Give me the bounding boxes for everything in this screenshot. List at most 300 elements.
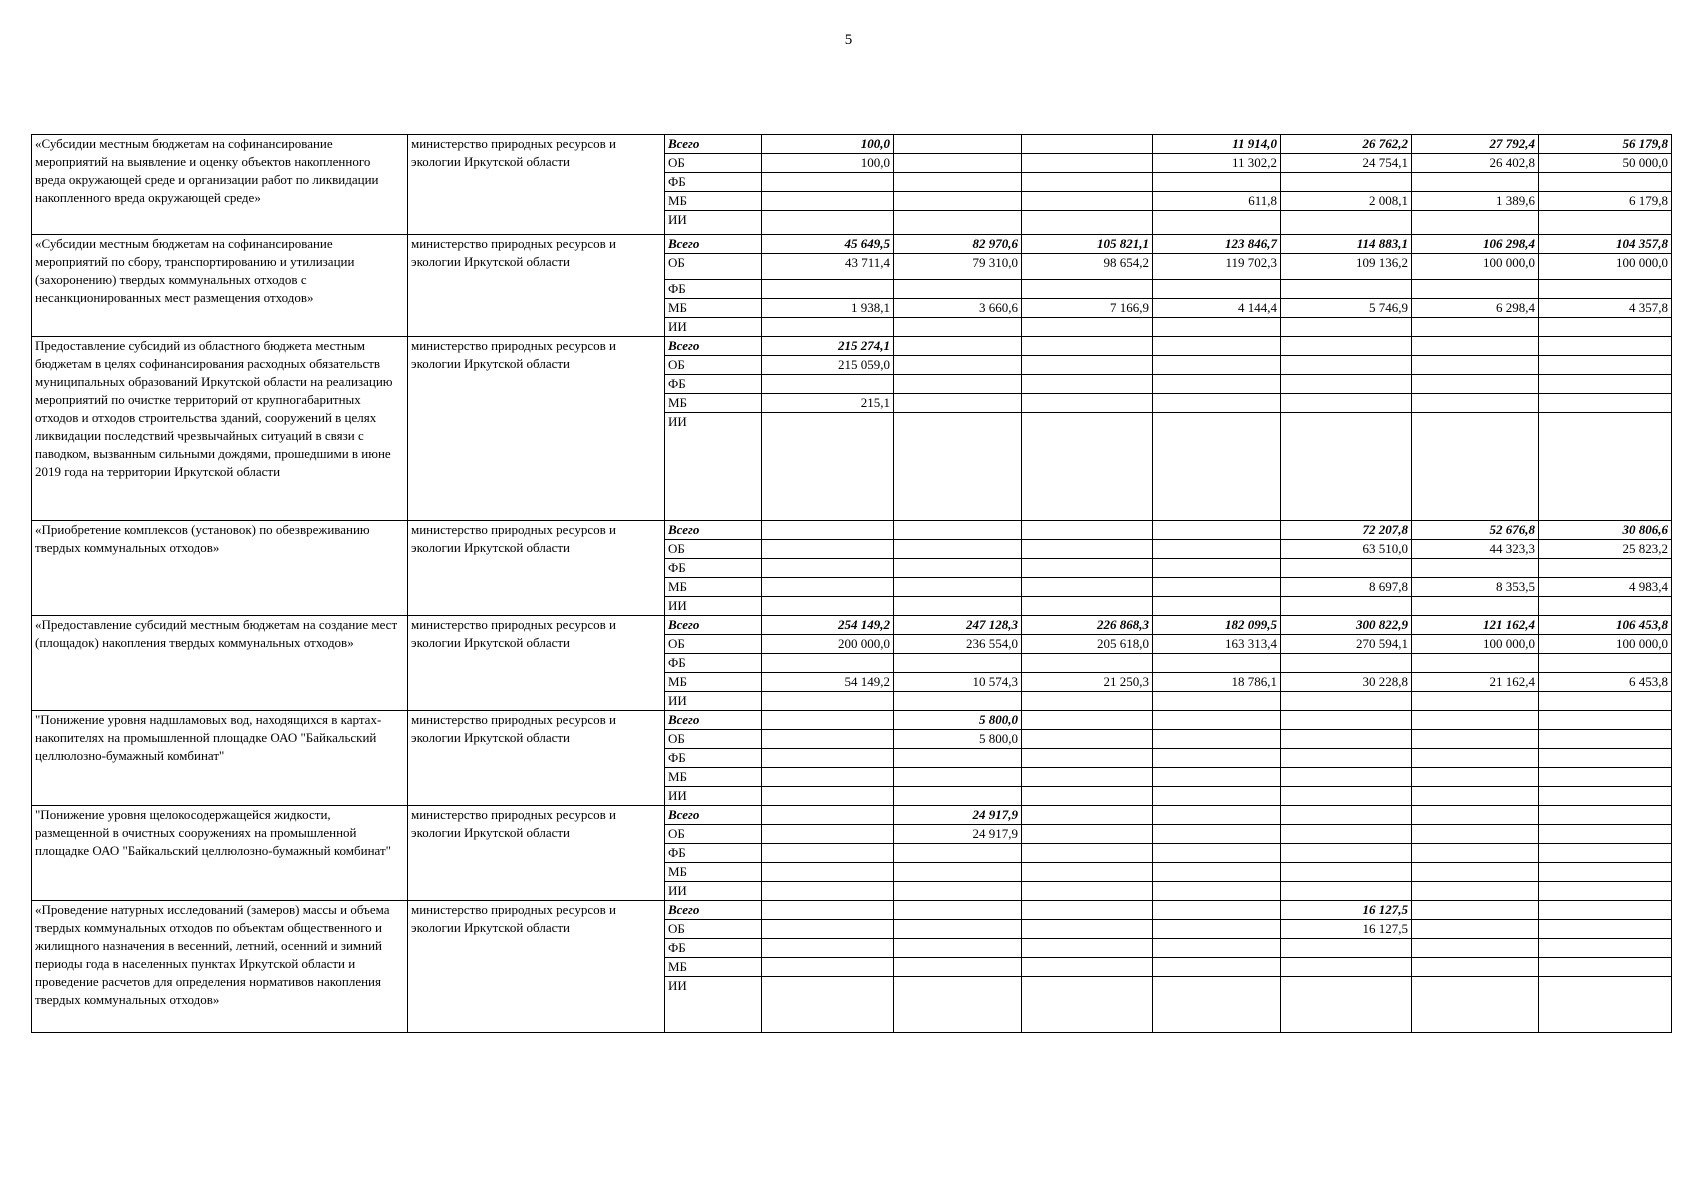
funding-source-label: МБ [665, 394, 762, 413]
responsible-organization: министерство природных ресурсов и экологии Иркутской области [408, 337, 665, 521]
funding-source-label: МБ [665, 863, 762, 882]
amount-cell: 30 228,8 [1281, 673, 1412, 692]
amount-cell [1022, 901, 1153, 920]
amount-cell [1022, 211, 1153, 235]
amount-cell [894, 768, 1022, 787]
amount-cell [762, 280, 894, 299]
amount-cell [894, 521, 1022, 540]
amount-cell: 100 000,0 [1412, 254, 1539, 280]
amount-cell [1412, 692, 1539, 711]
amount-cell: 1 389,6 [1412, 192, 1539, 211]
amount-cell [762, 977, 894, 1033]
funding-source-label: Всего [665, 616, 762, 635]
amount-cell: 11 914,0 [1153, 135, 1281, 154]
amount-cell [894, 692, 1022, 711]
amount-cell: 82 970,6 [894, 235, 1022, 254]
amount-cell [1412, 559, 1539, 578]
amount-cell: 5 746,9 [1281, 299, 1412, 318]
amount-cell [1539, 280, 1672, 299]
funding-source-label: МБ [665, 768, 762, 787]
amount-cell [1412, 375, 1539, 394]
amount-cell: 123 846,7 [1153, 235, 1281, 254]
amount-cell: 105 821,1 [1022, 235, 1153, 254]
amount-cell [1539, 654, 1672, 673]
amount-cell: 4 357,8 [1539, 299, 1672, 318]
amount-cell [894, 318, 1022, 337]
amount-cell [1153, 173, 1281, 192]
funding-source-label: Всего [665, 901, 762, 920]
amount-cell [894, 939, 1022, 958]
amount-cell: 72 207,8 [1281, 521, 1412, 540]
amount-cell [1022, 578, 1153, 597]
funding-source-label: ОБ [665, 254, 762, 280]
amount-cell: 56 179,8 [1539, 135, 1672, 154]
amount-cell [894, 882, 1022, 901]
amount-cell [1153, 578, 1281, 597]
amount-cell [894, 337, 1022, 356]
amount-cell [894, 578, 1022, 597]
amount-cell [1153, 958, 1281, 977]
amount-cell [894, 356, 1022, 375]
amount-cell [1412, 920, 1539, 939]
amount-cell [894, 654, 1022, 673]
amount-cell [762, 375, 894, 394]
funding-source-label: ФБ [665, 654, 762, 673]
amount-cell [1412, 413, 1539, 521]
amount-cell [1539, 711, 1672, 730]
amount-cell [1412, 337, 1539, 356]
amount-cell [1539, 211, 1672, 235]
amount-cell: 11 302,2 [1153, 154, 1281, 173]
amount-cell [1281, 806, 1412, 825]
amount-cell: 4 144,4 [1153, 299, 1281, 318]
amount-cell [1022, 413, 1153, 521]
amount-cell [1022, 939, 1153, 958]
amount-cell [762, 318, 894, 337]
amount-cell: 215 059,0 [762, 356, 894, 375]
amount-cell [1153, 692, 1281, 711]
amount-cell [1539, 806, 1672, 825]
funding-source-label: МБ [665, 192, 762, 211]
table-row [32, 711, 1672, 730]
amount-cell [1281, 749, 1412, 768]
amount-cell: 24 917,9 [894, 806, 1022, 825]
amount-cell [762, 749, 894, 768]
amount-cell: 163 313,4 [1153, 635, 1281, 654]
amount-cell [762, 521, 894, 540]
responsible-organization: министерство природных ресурсов и экологии Иркутской области [408, 235, 665, 337]
amount-cell: 1 938,1 [762, 299, 894, 318]
amount-cell [1153, 806, 1281, 825]
amount-cell: 7 166,9 [1022, 299, 1153, 318]
amount-cell [1539, 730, 1672, 749]
amount-cell [1281, 356, 1412, 375]
amount-cell [1539, 413, 1672, 521]
amount-cell [1281, 654, 1412, 673]
amount-cell [1153, 768, 1281, 787]
amount-cell: 109 136,2 [1281, 254, 1412, 280]
funding-source-label: Всего [665, 711, 762, 730]
amount-cell [1539, 318, 1672, 337]
responsible-organization: министерство природных ресурсов и экологии Иркутской области [408, 616, 665, 711]
amount-cell: 6 298,4 [1412, 299, 1539, 318]
amount-cell [1022, 540, 1153, 559]
funding-source-label: ФБ [665, 939, 762, 958]
amount-cell [762, 192, 894, 211]
amount-cell [1153, 375, 1281, 394]
amount-cell [1022, 730, 1153, 749]
amount-cell [1153, 413, 1281, 521]
amount-cell [1539, 939, 1672, 958]
amount-cell [1281, 394, 1412, 413]
amount-cell [762, 578, 894, 597]
amount-cell: 226 868,3 [1022, 616, 1153, 635]
funding-source-label: Всего [665, 806, 762, 825]
amount-cell [1539, 863, 1672, 882]
amount-cell [1539, 337, 1672, 356]
amount-cell [1022, 844, 1153, 863]
amount-cell: 26 402,8 [1412, 154, 1539, 173]
measure-title: "Понижение уровня щелокосодержащейся жидкости, размещенной в очистных сооружениях на промышленной площадке ОАО "Байкальский целлюлозно-бумажный комбинат" [32, 806, 408, 901]
amount-cell [1022, 692, 1153, 711]
amount-cell [1281, 280, 1412, 299]
amount-cell [1153, 318, 1281, 337]
amount-cell [1281, 939, 1412, 958]
amount-cell [1022, 806, 1153, 825]
amount-cell [1412, 901, 1539, 920]
amount-cell: 100,0 [762, 135, 894, 154]
funding-source-label: ОБ [665, 825, 762, 844]
amount-cell [894, 413, 1022, 521]
amount-cell [1412, 749, 1539, 768]
funding-source-label: МБ [665, 578, 762, 597]
amount-cell: 6 453,8 [1539, 673, 1672, 692]
funding-source-label: ИИ [665, 977, 762, 1033]
amount-cell [1153, 863, 1281, 882]
amount-cell [1539, 901, 1672, 920]
amount-cell: 79 310,0 [894, 254, 1022, 280]
funding-source-label: ФБ [665, 280, 762, 299]
amount-cell [894, 211, 1022, 235]
funding-source-label: ОБ [665, 540, 762, 559]
amount-cell: 24 754,1 [1281, 154, 1412, 173]
table-row [32, 806, 1672, 825]
amount-cell: 106 453,8 [1539, 616, 1672, 635]
amount-cell [1539, 977, 1672, 1033]
amount-cell: 8 697,8 [1281, 578, 1412, 597]
amount-cell [762, 654, 894, 673]
amount-cell [1281, 597, 1412, 616]
amount-cell [762, 958, 894, 977]
amount-cell [894, 977, 1022, 1033]
amount-cell [1022, 597, 1153, 616]
amount-cell [762, 413, 894, 521]
amount-cell [1022, 920, 1153, 939]
table-row [32, 901, 1672, 920]
funding-source-label: ИИ [665, 787, 762, 806]
amount-cell: 21 250,3 [1022, 673, 1153, 692]
amount-cell: 114 883,1 [1281, 235, 1412, 254]
amount-cell [894, 749, 1022, 768]
amount-cell [894, 844, 1022, 863]
amount-cell: 6 179,8 [1539, 192, 1672, 211]
amount-cell: 44 323,3 [1412, 540, 1539, 559]
amount-cell [1022, 375, 1153, 394]
funding-source-label: МБ [665, 673, 762, 692]
amount-cell: 25 823,2 [1539, 540, 1672, 559]
amount-cell [1539, 597, 1672, 616]
funding-source-label: ИИ [665, 318, 762, 337]
amount-cell [1022, 559, 1153, 578]
amount-cell [762, 939, 894, 958]
amount-cell [1022, 863, 1153, 882]
amount-cell [1022, 977, 1153, 1033]
amount-cell: 16 127,5 [1281, 920, 1412, 939]
amount-cell [762, 806, 894, 825]
amount-cell [1281, 413, 1412, 521]
funding-source-label: ФБ [665, 375, 762, 394]
funding-source-label: Всего [665, 135, 762, 154]
table-row [32, 235, 1672, 254]
amount-cell [762, 768, 894, 787]
amount-cell [1153, 521, 1281, 540]
amount-cell [1281, 882, 1412, 901]
amount-cell [894, 173, 1022, 192]
amount-cell [894, 787, 1022, 806]
amount-cell [762, 711, 894, 730]
amount-cell: 26 762,2 [1281, 135, 1412, 154]
funding-source-label: ФБ [665, 844, 762, 863]
table-row [32, 135, 1672, 154]
responsible-organization: министерство природных ресурсов и экологии Иркутской области [408, 711, 665, 806]
amount-cell: 45 649,5 [762, 235, 894, 254]
amount-cell [1022, 958, 1153, 977]
amount-cell: 3 660,6 [894, 299, 1022, 318]
amount-cell [894, 920, 1022, 939]
amount-cell [1022, 768, 1153, 787]
amount-cell [1412, 844, 1539, 863]
amount-cell [1412, 977, 1539, 1033]
amount-cell [762, 787, 894, 806]
measure-title: «Проведение натурных исследований (замеров) массы и объема твердых коммунальных отходов по объектам общественного и жилищного назначения в весенний, летний, осенний и зимний периоды года в населенных пунктах Иркутской области и проведение расчетов для определения нормативов накопления твердых коммунальных отходов» [32, 901, 408, 1033]
amount-cell [762, 559, 894, 578]
amount-cell [1412, 806, 1539, 825]
amount-cell [1153, 559, 1281, 578]
funding-source-label: ОБ [665, 920, 762, 939]
amount-cell: 121 162,4 [1412, 616, 1539, 635]
budget-table [31, 134, 1672, 1033]
amount-cell [1022, 318, 1153, 337]
measure-title: «Предоставление субсидий местным бюджетам на создание мест (площадок) накопления твердых коммунальных отходов» [32, 616, 408, 711]
amount-cell: 5 800,0 [894, 730, 1022, 749]
amount-cell [1022, 882, 1153, 901]
amount-cell [1022, 825, 1153, 844]
funding-source-label: Всего [665, 235, 762, 254]
amount-cell [1281, 711, 1412, 730]
amount-cell [762, 692, 894, 711]
amount-cell [1539, 958, 1672, 977]
amount-cell [1281, 730, 1412, 749]
amount-cell: 18 786,1 [1153, 673, 1281, 692]
amount-cell [1153, 711, 1281, 730]
amount-cell [1022, 356, 1153, 375]
amount-cell [1412, 730, 1539, 749]
funding-source-label: ОБ [665, 730, 762, 749]
measure-title: «Приобретение комплексов (установок) по обезвреживанию твердых коммунальных отходов» [32, 521, 408, 616]
amount-cell [894, 901, 1022, 920]
amount-cell [1022, 787, 1153, 806]
amount-cell [894, 280, 1022, 299]
amount-cell: 50 000,0 [1539, 154, 1672, 173]
amount-cell: 106 298,4 [1412, 235, 1539, 254]
amount-cell [762, 863, 894, 882]
amount-cell: 5 800,0 [894, 711, 1022, 730]
amount-cell [1153, 787, 1281, 806]
amount-cell [1539, 844, 1672, 863]
amount-cell [762, 920, 894, 939]
amount-cell [1281, 863, 1412, 882]
amount-cell [894, 559, 1022, 578]
measure-title: «Субсидии местным бюджетам на софинансирование мероприятий по сбору, транспортированию и утилизации (захоронению) твердых коммунальных отходов с несанкционированных мест размещения отходов» [32, 235, 408, 337]
funding-source-label: МБ [665, 299, 762, 318]
table-row [32, 337, 1672, 356]
amount-cell [762, 825, 894, 844]
amount-cell [1022, 280, 1153, 299]
amount-cell: 236 554,0 [894, 635, 1022, 654]
amount-cell [894, 540, 1022, 559]
amount-cell [1281, 173, 1412, 192]
amount-cell: 247 128,3 [894, 616, 1022, 635]
amount-cell [1412, 173, 1539, 192]
amount-cell: 10 574,3 [894, 673, 1022, 692]
amount-cell: 270 594,1 [1281, 635, 1412, 654]
funding-source-label: ФБ [665, 559, 762, 578]
amount-cell [894, 394, 1022, 413]
amount-cell [894, 958, 1022, 977]
amount-cell [1153, 844, 1281, 863]
amount-cell [894, 597, 1022, 616]
amount-cell [1539, 749, 1672, 768]
amount-cell [1412, 825, 1539, 844]
amount-cell [1281, 825, 1412, 844]
amount-cell [1153, 730, 1281, 749]
amount-cell [894, 863, 1022, 882]
amount-cell [1022, 749, 1153, 768]
amount-cell: 104 357,8 [1539, 235, 1672, 254]
amount-cell [1539, 356, 1672, 375]
amount-cell: 8 353,5 [1412, 578, 1539, 597]
amount-cell: 52 676,8 [1412, 521, 1539, 540]
amount-cell [762, 901, 894, 920]
responsible-organization: министерство природных ресурсов и экологии Иркутской области [408, 521, 665, 616]
amount-cell [1539, 394, 1672, 413]
amount-cell [762, 597, 894, 616]
amount-cell: 30 806,6 [1539, 521, 1672, 540]
amount-cell [1022, 135, 1153, 154]
amount-cell: 215 274,1 [762, 337, 894, 356]
amount-cell: 2 008,1 [1281, 192, 1412, 211]
amount-cell [762, 540, 894, 559]
amount-cell: 119 702,3 [1153, 254, 1281, 280]
amount-cell [1153, 749, 1281, 768]
amount-cell [762, 730, 894, 749]
responsible-organization: министерство природных ресурсов и экологии Иркутской области [408, 806, 665, 901]
amount-cell: 4 983,4 [1539, 578, 1672, 597]
measure-title: «Субсидии местным бюджетам на софинансирование мероприятий на выявление и оценку объектов накопленного вреда окружающей среде и организации работ по ликвидации накопленного вреда окружающей среде» [32, 135, 408, 235]
amount-cell: 27 792,4 [1412, 135, 1539, 154]
amount-cell [1153, 977, 1281, 1033]
amount-cell [1412, 654, 1539, 673]
amount-cell [894, 375, 1022, 394]
amount-cell [1281, 787, 1412, 806]
amount-cell [1412, 211, 1539, 235]
amount-cell [1281, 375, 1412, 394]
amount-cell: 182 099,5 [1153, 616, 1281, 635]
amount-cell [1153, 825, 1281, 844]
amount-cell [1281, 211, 1412, 235]
amount-cell [1412, 280, 1539, 299]
amount-cell: 611,8 [1153, 192, 1281, 211]
amount-cell [1412, 787, 1539, 806]
funding-source-label: ФБ [665, 749, 762, 768]
amount-cell [1153, 394, 1281, 413]
amount-cell: 21 162,4 [1412, 673, 1539, 692]
responsible-organization: министерство природных ресурсов и экологии Иркутской области [408, 135, 665, 235]
funding-source-label: ОБ [665, 154, 762, 173]
amount-cell [1412, 863, 1539, 882]
amount-cell [1412, 597, 1539, 616]
amount-cell [1153, 337, 1281, 356]
amount-cell [1022, 173, 1153, 192]
amount-cell [762, 211, 894, 235]
amount-cell [1153, 882, 1281, 901]
funding-source-label: ИИ [665, 692, 762, 711]
funding-source-label: ФБ [665, 173, 762, 192]
amount-cell [1022, 337, 1153, 356]
amount-cell [1412, 711, 1539, 730]
amount-cell: 43 711,4 [762, 254, 894, 280]
amount-cell [1412, 768, 1539, 787]
funding-source-label: ИИ [665, 597, 762, 616]
amount-cell [1539, 825, 1672, 844]
funding-source-label: Всего [665, 521, 762, 540]
amount-cell [1539, 375, 1672, 394]
amount-cell: 54 149,2 [762, 673, 894, 692]
funding-source-label: МБ [665, 958, 762, 977]
amount-cell [1022, 521, 1153, 540]
amount-cell [1539, 768, 1672, 787]
amount-cell [1281, 977, 1412, 1033]
amount-cell [1539, 882, 1672, 901]
amount-cell [1412, 939, 1539, 958]
amount-cell [1539, 920, 1672, 939]
amount-cell [1153, 540, 1281, 559]
amount-cell: 98 654,2 [1022, 254, 1153, 280]
amount-cell [1412, 356, 1539, 375]
amount-cell [1281, 844, 1412, 863]
amount-cell: 254 149,2 [762, 616, 894, 635]
amount-cell [1281, 318, 1412, 337]
amount-cell [1539, 787, 1672, 806]
amount-cell [1412, 958, 1539, 977]
table-body [32, 135, 1672, 1033]
measure-title: "Понижение уровня надшламовых вод, находящихся в картах-накопителях на промышленной площадке ОАО "Байкальский целлюлозно-бумажный комбинат" [32, 711, 408, 806]
amount-cell: 205 618,0 [1022, 635, 1153, 654]
page-number: 5 [844, 32, 853, 48]
amount-cell [1153, 901, 1281, 920]
amount-cell [894, 154, 1022, 173]
amount-cell [1412, 394, 1539, 413]
